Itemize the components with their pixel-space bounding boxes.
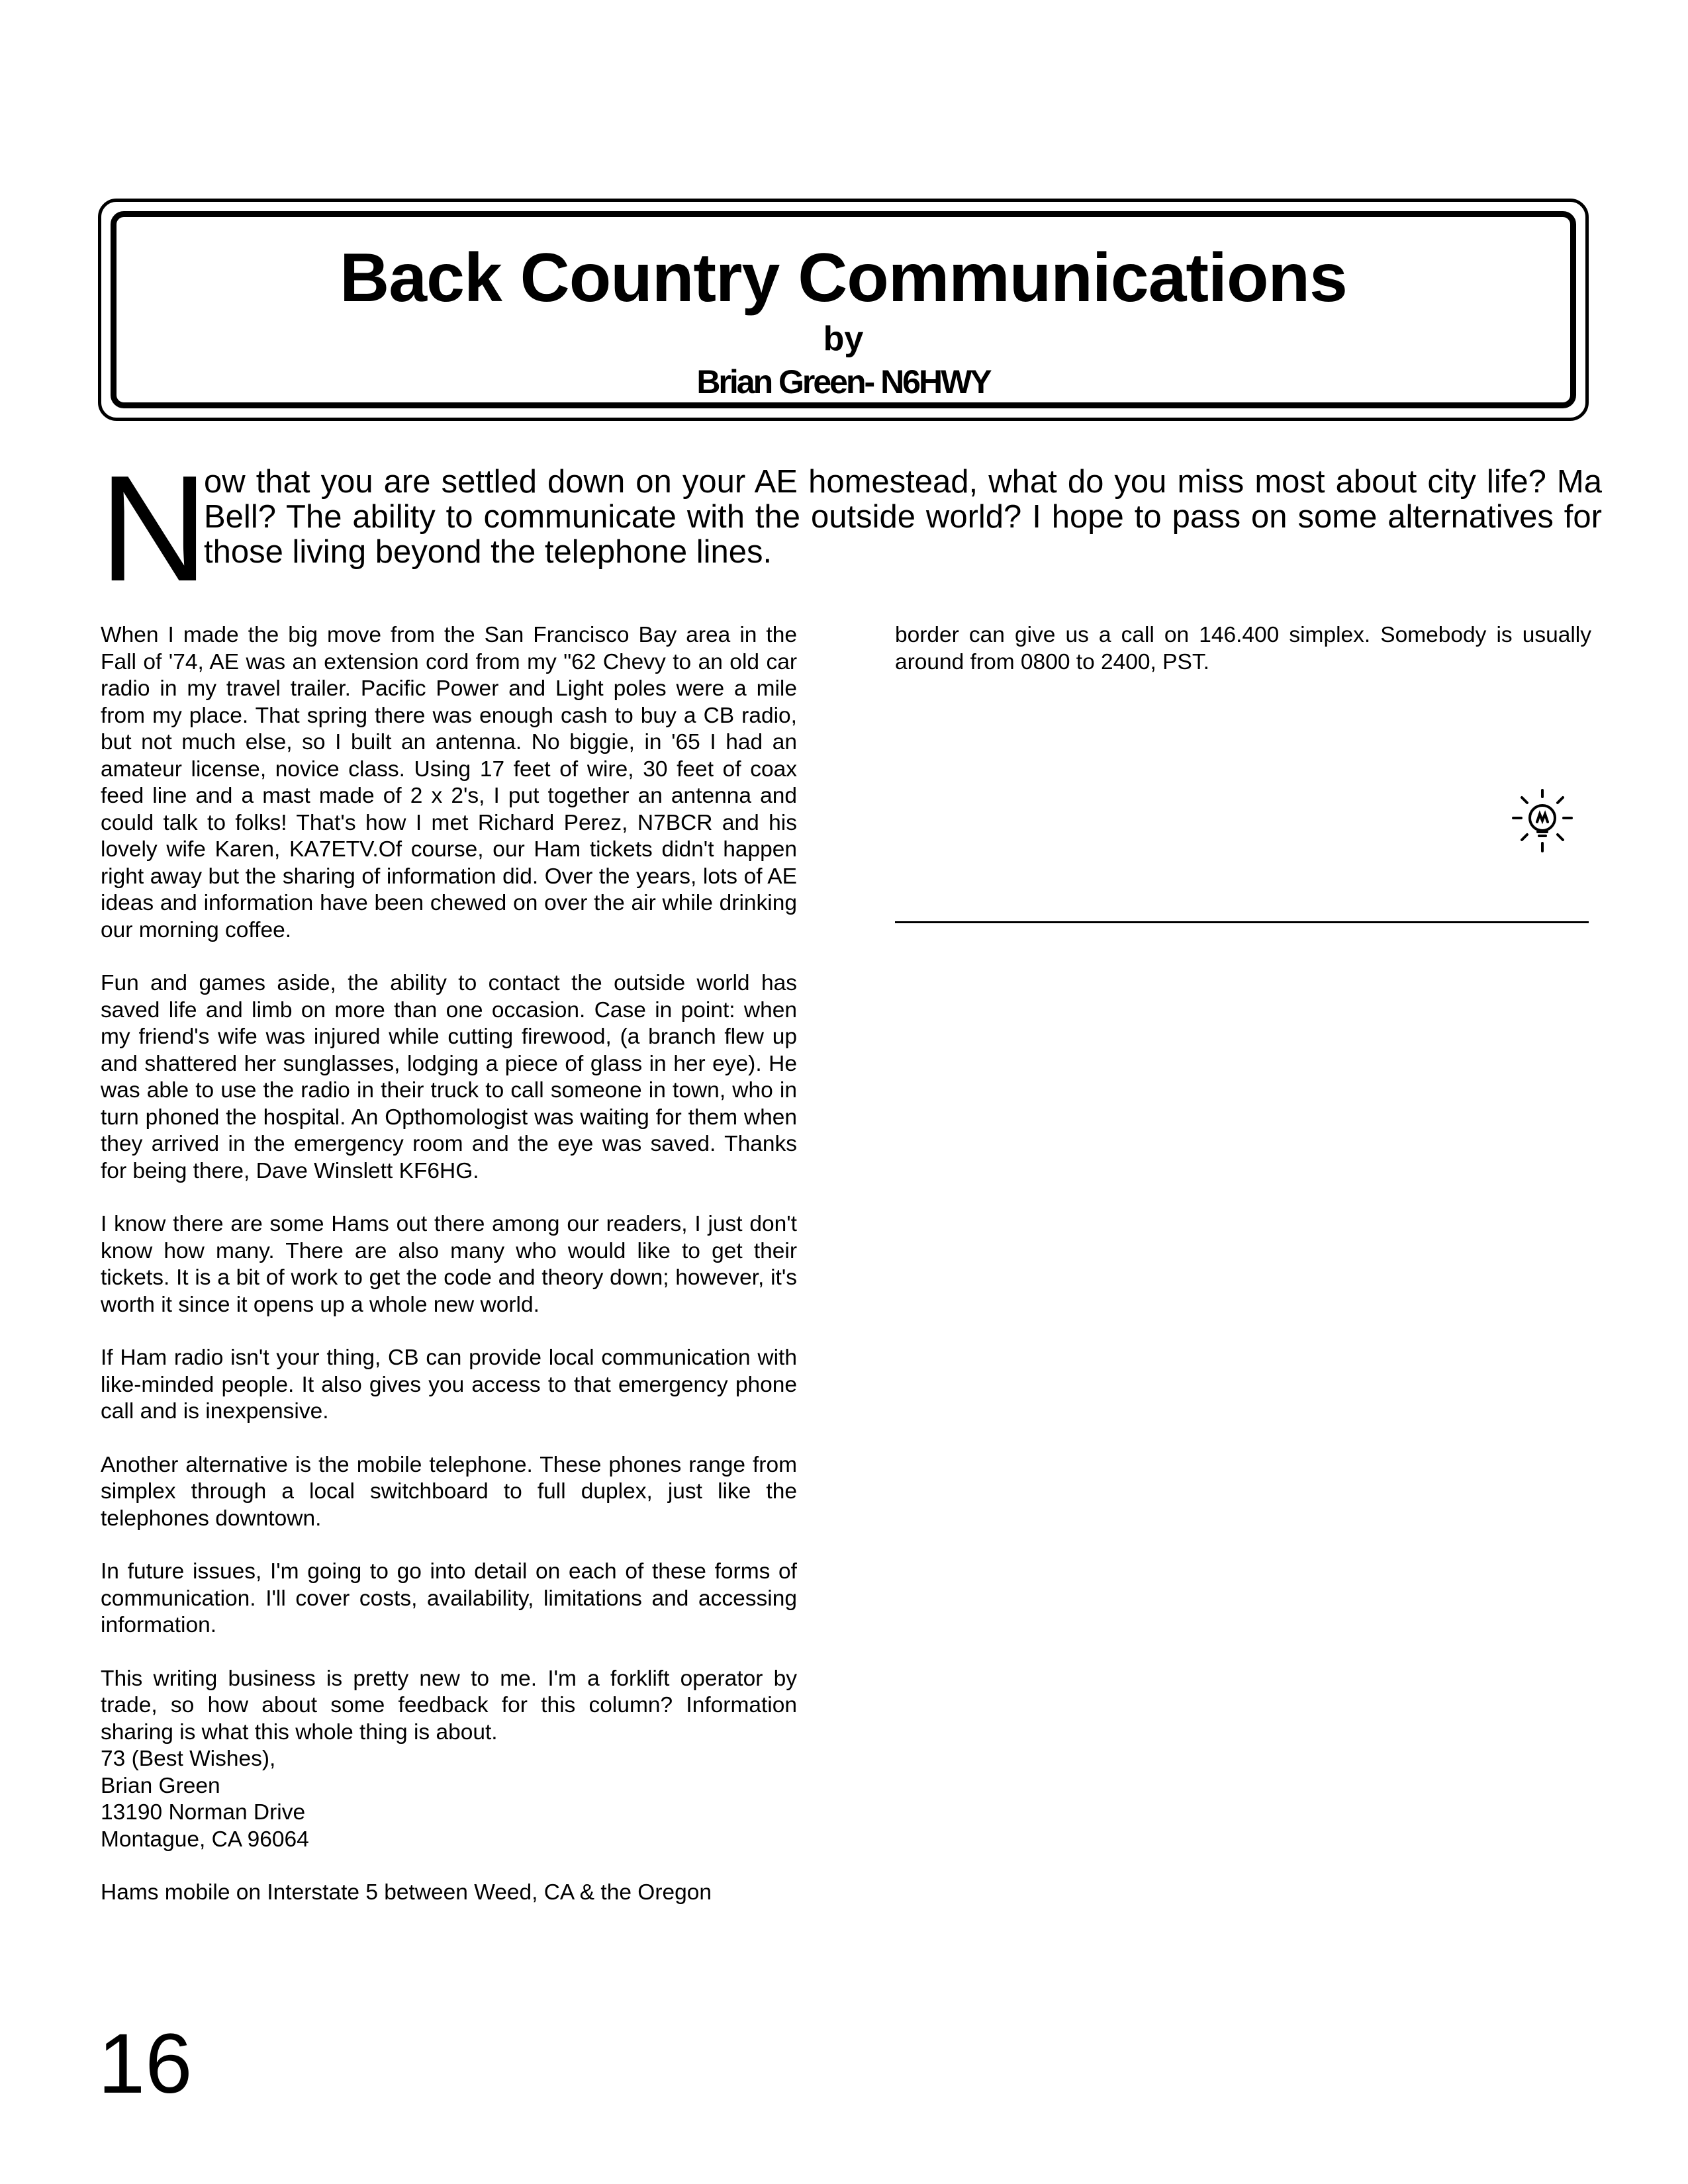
drop-cap: N <box>99 445 209 613</box>
byline-author: Brian Green- N6HWY <box>696 363 990 400</box>
body-paragraph-7: This writing business is pretty new to me. I'm a forklift operator by trade, so how about some feedback for this column? Information sharing is what this whole thing is about. <box>101 1666 797 1745</box>
column-end-rule <box>895 921 1589 923</box>
byline-by: by <box>823 320 864 358</box>
intro-paragraph: ow that you are settled down on your AE homestead, what do you miss most about city life? Ma Bell? The ability to communicate with the outside world? I hope to pass on some alternatives for those living beyond the telephone lines. <box>204 464 1602 570</box>
address-city: Montague, CA 96064 <box>101 1827 309 1852</box>
closing-paragraph-start: Hams mobile on Interstate 5 between Weed, CA & the Oregon <box>101 1880 712 1905</box>
body-paragraph-6: In future issues, I'm going to go into detail on each of these forms of communication. I'll cover costs, availability, limitations and accessing information. <box>101 1559 797 1637</box>
body-paragraph-3: I know there are some Hams out there among our readers, I just don't know how many. There are also many who would like to get their tickets. It is a bit of work to get the code and theory down; however, it's worth it since it opens up a whole new world. <box>101 1212 797 1317</box>
body-paragraph-1: When I made the big move from the San Francisco Bay area in the Fall of '74, AE was an extension cord from my "62 Chevy to an old car radio in my travel trailer. Pacific Power and Light poles were a mile from my place. That spring there was enough cash to buy a CB radio, but not much else, so I built an antenna. No biggie, in '65 I had an amateur license, novice class. Using 17 feet of wire, 30 feet of coax feed line and a mast made of 2 x 2's, I put together an antenna and could talk to folks! That's how I met Richard Perez, N7BCR and his lovely wife Karen, KA7ETV.Of course, our Ham tickets didn't happen right away but the sharing of information did. Over the years, lots of AE ideas and information have been chewed on over the air while drinking our morning coffee. <box>101 623 797 942</box>
page-number: 16 <box>98 2017 193 2111</box>
body-paragraph-4: If Ham radio isn't your thing, CB can provide local communication with like-minded people. It also gives you access to that emergency phone call and is inexpensive. <box>101 1345 797 1424</box>
title-box-inner-border <box>111 211 1576 408</box>
body-paragraph-2: Fun and games aside, the ability to contact the outside world has saved life and limb on more than one occasion. Case in point: when my friend's wife was injured while cutting firewood, (a branch flew up and shattered her sunglasses, lodging a piece of glass in her eye). He was able to use the radio in their truck to call someone in town, who in turn phoned the hospital. An Opthomologist was waiting for them when they arrived in the emergency room and the eye was saved. Thanks for being there, Dave Winslett KF6HG. <box>101 971 797 1183</box>
left-column <box>101 622 797 1933</box>
title-box <box>98 199 1589 421</box>
article-title: Back Country Communications <box>340 240 1347 316</box>
address-street: 13190 Norman Drive <box>101 1800 306 1825</box>
signoff: 73 (Best Wishes), <box>101 1747 276 1771</box>
author-name: Brian Green <box>101 1773 220 1798</box>
body-paragraph-5: Another alternative is the mobile telephone. These phones range from simplex through a local switchboard to full duplex, just like the telephones downtown. <box>101 1452 797 1531</box>
closing-paragraph-end: border can give us a call on 146.400 simplex. Somebody is usually around from 0800 to 2400, PST. <box>895 623 1591 674</box>
lightbulb-icon <box>1509 788 1575 854</box>
right-column <box>895 622 1591 702</box>
